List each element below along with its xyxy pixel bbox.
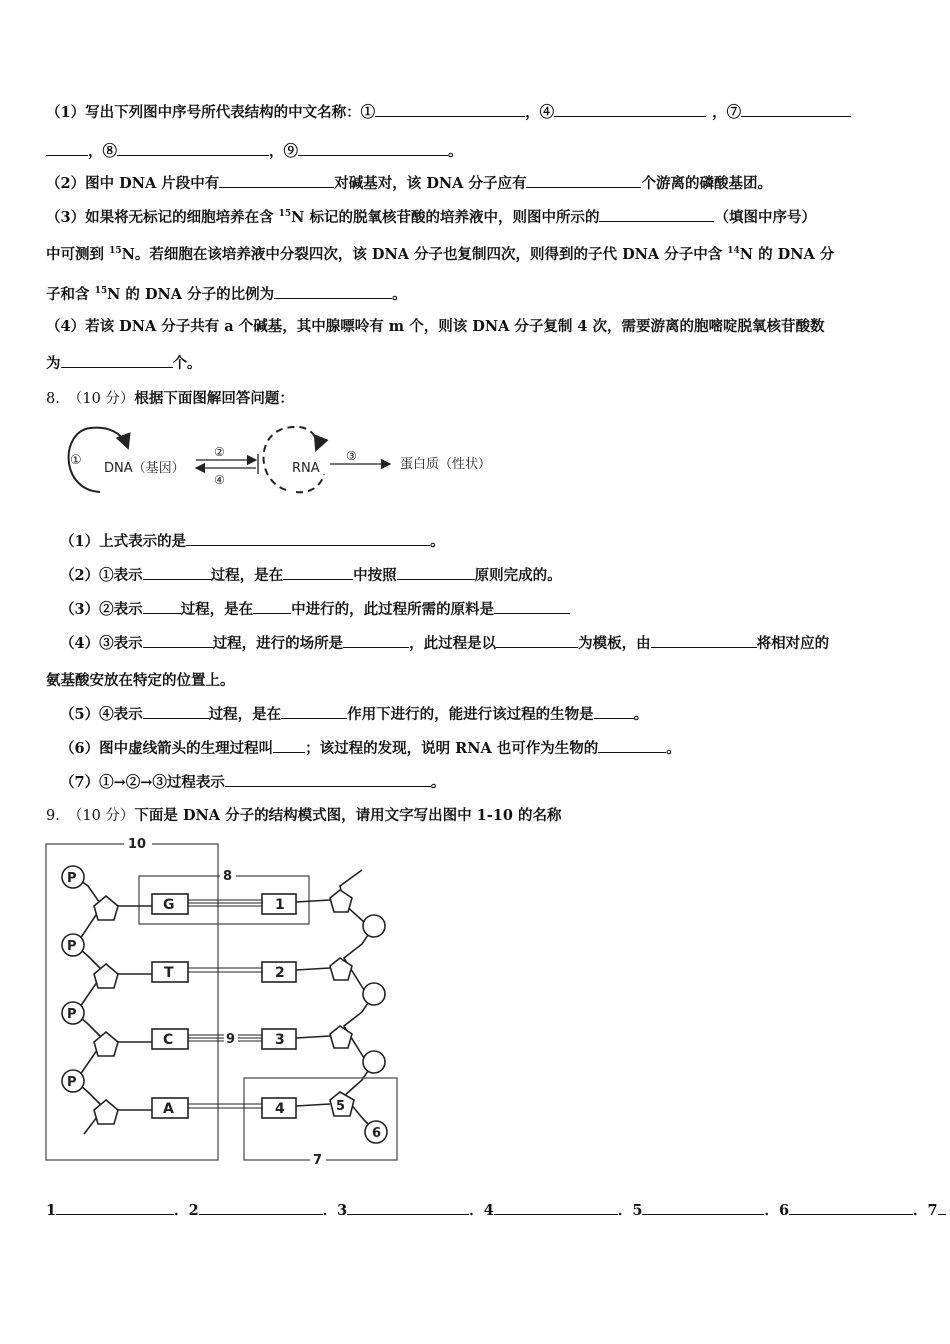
rna-replication-arrow: [264, 427, 317, 490]
answer-blank[interactable]: [225, 772, 431, 787]
q8-sub5: （5）④表示 过程，是在 作用下进行的，能进行该过程的生物是 。: [60, 706, 649, 723]
answer-blank[interactable]: [494, 599, 570, 614]
q7-sub3-line2: 中可测到 $^{15}$N。若细胞在该培养液中分裂四次，该 DNA 分子也复制四次，则得到的子代 DNA 分子中含 $^{14}$N 的 DNA 分: [46, 246, 835, 263]
label-5: 5: [336, 1099, 346, 1114]
answer-blank[interactable]: [298, 141, 448, 156]
svg-text:C: C: [163, 1032, 174, 1048]
answer-blank[interactable]: [347, 1200, 469, 1215]
svg-text:3: 3: [275, 1032, 285, 1048]
answer-blank[interactable]: [283, 565, 353, 580]
answer-blank[interactable]: [397, 565, 475, 580]
dna-structure-diagram: [44, 834, 404, 1168]
base-3: [262, 1029, 296, 1049]
answer-blank[interactable]: [496, 633, 578, 648]
base-1: [262, 894, 296, 914]
q8-sub2: （2）①表示 过程，是在 中按照 原则完成的。: [60, 567, 562, 584]
label-9: 9: [226, 1032, 236, 1047]
answer-blank[interactable]: [741, 102, 851, 117]
label-8: 8: [223, 869, 233, 884]
q8-title: 8. （10 分）根据下面图解回答问题：: [46, 390, 294, 407]
answer-blank[interactable]: [61, 353, 173, 368]
q7-sub4-line1: （4）若该 DNA 分子共有 a 个碱基，其中腺嘌呤有 m 个，则该 DNA 分子复制 4 次，需要游离的胞嘧啶脱氧核苷酸数: [46, 318, 825, 335]
deoxyribose-left: [94, 1032, 118, 1056]
answer-blank[interactable]: [273, 738, 305, 753]
answer-blank[interactable]: [375, 102, 525, 117]
central-dogma-diagram: [60, 420, 520, 502]
answer-blank[interactable]: [594, 704, 634, 719]
q9-title: 9. （10 分）下面是 DNA 分子的结构模式图，请用文字写出图中 1-10 的名称: [46, 807, 562, 824]
svg-text:P: P: [67, 939, 77, 954]
svg-text:G: G: [163, 897, 175, 913]
base-a: [152, 1098, 188, 1118]
label-4: ④: [214, 473, 225, 487]
svg-text:A: A: [163, 1101, 174, 1117]
answer-blank[interactable]: [494, 1200, 618, 1215]
phosphate-4: [62, 1070, 84, 1092]
answer-blank[interactable]: [56, 1200, 174, 1215]
label-7: 7: [313, 1153, 323, 1168]
phosphate-3: [62, 1002, 84, 1024]
answer-blank[interactable]: [554, 102, 706, 117]
base-4: [262, 1098, 296, 1118]
q8-sub4-line2: 氨基酸安放在特定的位置上。: [46, 672, 235, 689]
svg-text:1: 1: [275, 897, 285, 913]
svg-text:P: P: [67, 871, 77, 886]
svg-text:4: 4: [275, 1101, 285, 1117]
answer-blank[interactable]: [143, 633, 213, 648]
answer-blank[interactable]: [526, 173, 641, 188]
base-2: [262, 962, 296, 982]
dna-gene-label: DNA（基因）: [104, 461, 185, 476]
deoxyribose-right: [330, 1026, 352, 1048]
svg-text:P: P: [67, 1007, 77, 1022]
phosphate-right: [363, 1051, 385, 1073]
rna-label: RNA: [292, 461, 320, 476]
q9-answer-line: 1 ．2 ．3 ．4 ．5 ．6 ．7: [46, 1200, 946, 1221]
phosphate-1: [62, 866, 84, 888]
deoxyribose-right: [330, 890, 352, 912]
svg-text:T: T: [164, 965, 174, 981]
phosphate-2: [62, 934, 84, 956]
answer-blank[interactable]: [46, 141, 88, 156]
label-10: 10: [128, 837, 147, 852]
q7-sub3-line3: 子和含 $^{15}$N 的 DNA 分子的比例为 。: [46, 286, 407, 303]
q7-sub1-line1: （1）写出下列图中序号所代表结构的中文名称：① ，④ ，⑦: [46, 102, 851, 123]
q8-sub7: （7）①→②→③过程表示 。: [60, 774, 446, 791]
deoxyribose-left: [94, 1100, 118, 1124]
q7-sub4-line2: 为 个。: [46, 355, 202, 372]
phosphate-6: [365, 1121, 387, 1143]
svg-text:P: P: [67, 1075, 77, 1090]
answer-blank[interactable]: [938, 1200, 946, 1215]
answer-blank[interactable]: [343, 633, 409, 648]
label-1: ①: [70, 453, 82, 468]
answer-blank[interactable]: [117, 141, 269, 156]
answer-blank[interactable]: [281, 704, 347, 719]
answer-blank[interactable]: [143, 599, 181, 614]
answer-blank[interactable]: [642, 1200, 764, 1215]
svg-text:6: 6: [372, 1126, 382, 1141]
answer-blank[interactable]: [651, 633, 757, 648]
protein-label: 蛋白质（性状）: [400, 457, 492, 472]
answer-blank[interactable]: [253, 599, 291, 614]
label-3: ③: [346, 449, 357, 463]
deoxyribose-left: [94, 964, 118, 988]
answer-blank[interactable]: [789, 1200, 913, 1215]
answer-blank[interactable]: [219, 173, 334, 188]
answer-blank[interactable]: [186, 531, 430, 546]
deoxyribose-right: [330, 958, 352, 980]
q7-sub2: （2）图中 DNA 片段中有 对碱基对，该 DNA 分子应有 个游离的磷酸基团。: [46, 175, 772, 192]
q7-sub3-line1: （3）如果将无标记的细胞培养在含 $^{15}$N 标记的脱氧核苷酸的培养液中，则图中所示的 （填图中序号）: [46, 209, 816, 226]
answer-blank[interactable]: [143, 704, 209, 719]
base-g: [152, 894, 188, 914]
q8-sub3: （3）②表示 过程，是在 中进行的，此过程所需的原料是: [60, 599, 570, 620]
q8-sub6: （6）图中虚线箭头的生理过程叫 ；该过程的发现，说明 RNA 也可作为生物的 。: [60, 740, 681, 757]
phosphate-right: [363, 915, 385, 937]
base-c: [152, 1029, 188, 1049]
answer-blank[interactable]: [143, 565, 211, 580]
answer-blank[interactable]: [199, 1200, 323, 1215]
q8-sub4-line1: （4）③表示 过程，进行的场所是 ，此过程是以 为模板，由 将相对应的: [60, 635, 830, 652]
base-t: [152, 962, 188, 982]
q7-sub1-line2: ，⑧ ，⑨ 。: [46, 141, 463, 162]
q8-sub1: （1）上式表示的是 。: [60, 533, 445, 550]
phosphate-right: [363, 983, 385, 1005]
label-2: ②: [214, 445, 225, 459]
answer-blank[interactable]: [598, 738, 666, 753]
answer-blank[interactable]: [274, 284, 392, 299]
answer-blank[interactable]: [599, 207, 714, 222]
svg-text:2: 2: [275, 965, 285, 981]
